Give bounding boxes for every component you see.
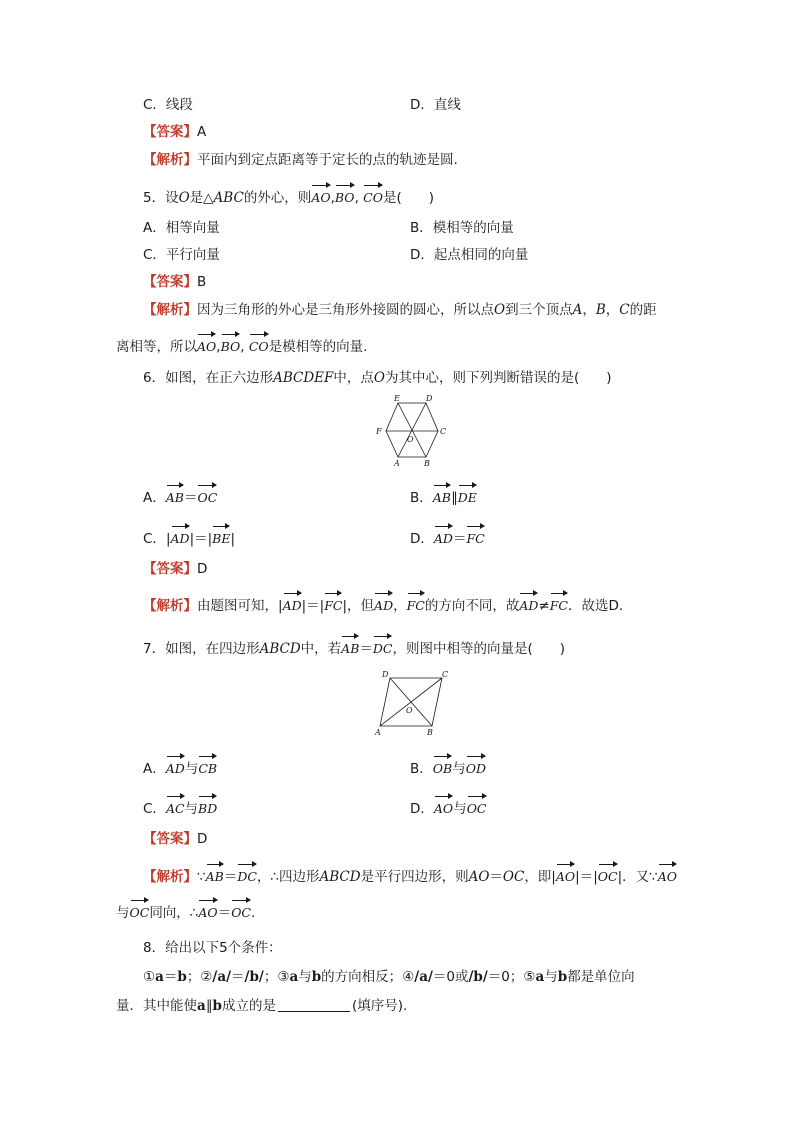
q6-option-b: B．AB∥DE [410,485,477,508]
q7-answer: 【答案】D [143,831,208,847]
para-label-a: A [375,728,381,737]
hex-label-a: A [394,459,400,468]
q6-option-c: C．|AD|＝|BE| [143,526,235,549]
q4-analysis: 【解析】平面内到定点距离等于定长的点的轨迹是圆. [143,152,458,168]
answer-label: 【答案】 [143,124,197,140]
analysis-label: 【解析】 [143,152,197,168]
q8-stem: 8．给出以下5个条件： [143,940,282,956]
q7-option-a: A．AD与CB [143,756,217,779]
q7-analysis-line2: 与OC同向，∴AO＝OC. [116,900,255,923]
q5-option-b: B．模相等的向量 [410,220,514,236]
q7-option-c: C．AC与BD [143,796,217,819]
q7-option-d: D．AO与OC [410,796,487,819]
para-label-b: B [427,728,433,737]
hex-label-e: E [394,394,400,403]
parallelogram-figure [370,668,454,738]
para-label-c: C [442,670,449,679]
q6-option-d: D．AD＝FC [410,526,485,549]
q5-analysis-line1: 【解析】因为三角形的外心是三角形外接圆的圆心，所以点O到三个顶点A，B，C的距 [143,302,657,318]
hexagon-figure [370,393,452,469]
q4-option-c: C．线段 [143,97,193,113]
q6-answer: 【答案】D [143,561,208,577]
para-label-o: O [406,706,413,715]
q7-analysis-line1: 【解析】∵AB＝DC，∴四边形ABCD是平行四边形，则AO＝OC，即|AO|＝|OC|．又∵AO [143,864,677,887]
q7-option-b: B．OB与OD [410,756,486,779]
hex-label-o: O [407,435,414,444]
q6-option-a: A．AB＝OC [143,485,217,508]
q6-stem: 6．如图，在正六边形ABCDEF中，点O为其中心，则下列判断错误的是( ) [143,370,612,386]
q5-stem: 5．设O是△ABC的外心，则AO,BO, CO是( ) [143,185,434,208]
q8-conditions-line1: ①a＝b；②/a/＝/b/；③a与b的方向相反；④/a/＝0或/b/＝0；⑤a与b都是单位向 [143,969,635,985]
hex-label-f: F [376,427,382,436]
q8-conditions-line2: 量．其中能使a∥b成立的是 (填序号). [116,998,408,1014]
q5-answer: 【答案】B [143,274,207,290]
q5-option-c: C．平行向量 [143,247,220,263]
hex-label-d: D [426,394,433,403]
hex-label-c: C [440,427,447,436]
q7-stem: 7．如图，在四边形ABCD中，若AB＝DC，则图中相等的向量是( ) [143,636,565,659]
q6-analysis: 【解析】由题图可知，|AD|＝|FC|，但AD，FC的方向不同，故AD≠FC．故选D. [143,593,623,616]
para-label-d: D [382,670,389,679]
q4-answer: 【答案】A [143,124,207,140]
q5-option-a: A．相等向量 [143,220,220,236]
q5-analysis-line2: 离相等，所以AO,BO, CO是模相等的向量. [116,334,367,357]
fill-in-blank[interactable] [278,1011,350,1012]
q5-option-d: D．起点相同的向量 [410,247,529,263]
q4-option-d: D．直线 [410,97,461,113]
hex-label-b: B [424,459,430,468]
